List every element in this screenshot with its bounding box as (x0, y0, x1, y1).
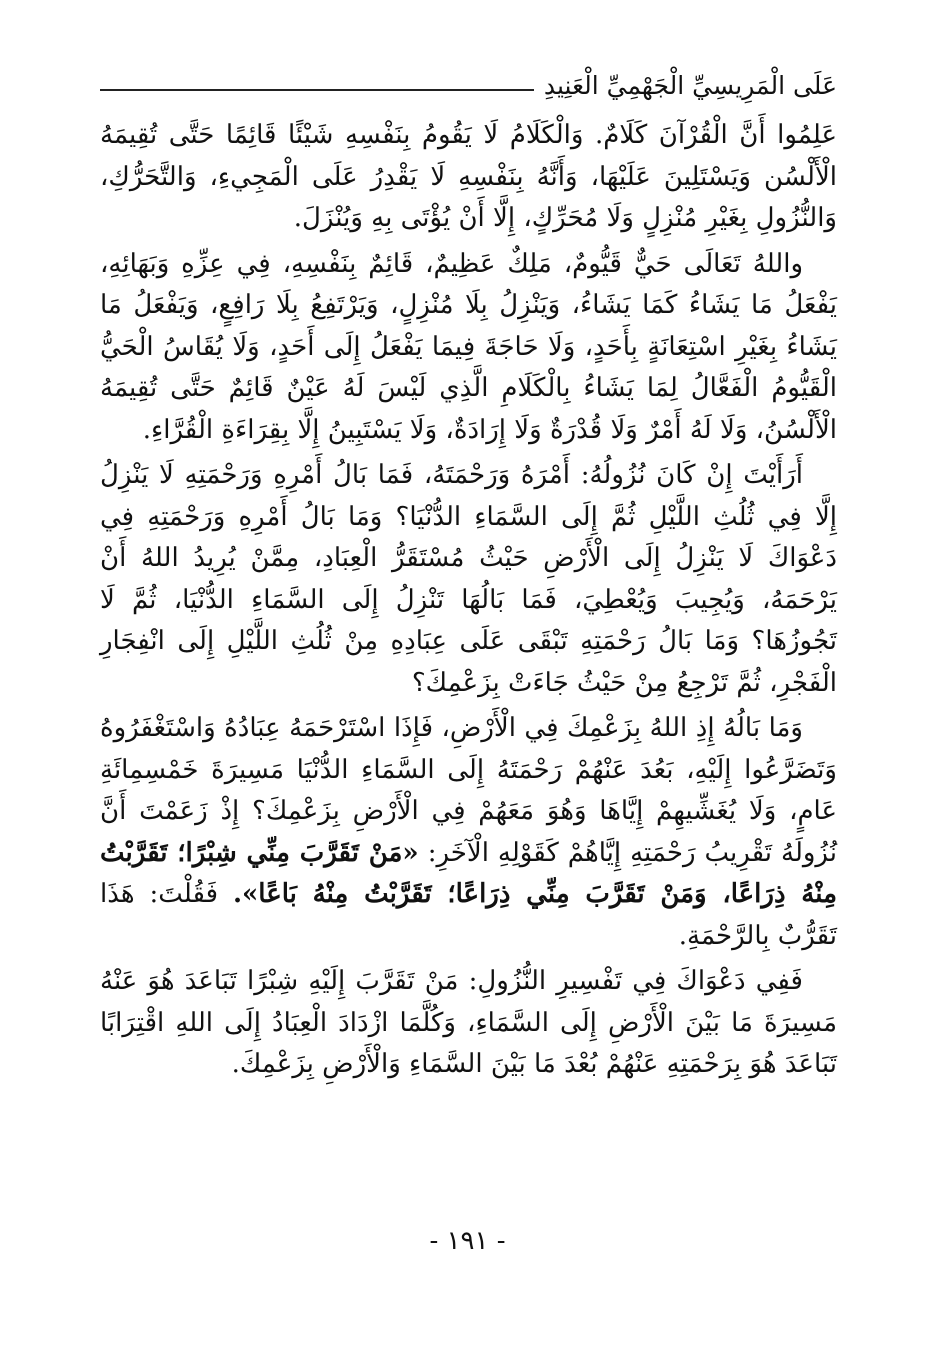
paragraph-4 (100, 708, 837, 957)
paragraph-5: فَفِي دَعْوَاكَ فِي تَفْسِيرِ النُّزُولِ: مَنْ تَقَرَّبَ إِلَيْهِ شِبْرًا تَبَاعَدَ هُوَ عَنْهُ مَسِيرَةَ مَا بَيْنَ الْأَرْضِ إِلَى السَّمَاءِ، وَكُلَّمَا ازْدَادَ الْعِبَادُ إِلَى اللهِ اقْتِرَابًا تَبَاعَدَ هُوَ بِرَحْمَتِهِ عَنْهُمْ بُعْدَ مَا بَيْنَ السَّمَاءِ وَالْأَرْضِ بِزَعْمِكَ. (100, 966, 837, 1079)
paragraph-1: عَلِمُوا أَنَّ الْقُرْآنَ كَلَامٌ. وَالْكَلَامُ لَا يَقُومُ بِنَفْسِهِ شَيْئًا قَائِمًا حَتَّى تُقِيمَهُ الْأَلْسُن وَيَسْتَلِينَ عَلَيْهَا، وَأَنَّهُ بِنَفْسِهِ لَا يَقْدِرُ عَلَى الْمَجِيءِ، وَالتَّحَرُّكِ، وَالنُّزُولِ بِغَيْرِ مُنْزِلٍ وَلَا مُحَرِّكٍ، إِلَّا أَنْ يُؤْتَى بِهِ وَيُنْزَلَ. (100, 120, 837, 233)
header-title: عَلَى الْمَرِيسِيِّ الْجَهْمِيِّ الْعَنِيدِ (543, 71, 837, 100)
hadith-quote: «مَنْ تَقَرَّبَ مِنِّي شِبْرًا؛ تَقَرَّبْتُ مِنْهُ ذِرَاعًا، وَمَنْ تَقَرَّبَ مِنِّي ذِرَاعًا؛ تَقَرَّبْتُ مِنْهُ بَاعًا». (100, 837, 838, 909)
paragraph-3: أَرَأَيْتَ إِنْ كَانَ نُزُولُهُ: أَمْرَهُ وَرَحْمَتَهُ، فَمَا بَالُ أَمْرِهِ وَرَحْمَتِهِ لَا يَنْزِلُ إِلَّا فِي ثُلُثِ اللَّيْلِ ثُمَّ إِلَى السَّمَاءِ الدُّنْيَا؟ وَمَا بَالُ أَمْرِهِ وَرَحْمَتِهِ فِي دَعْوَاكَ لَا يَنْزِلُ إِلَى الْأَرْضِ حَيْثُ مُسْتَقَرُّ الْعِبَادِ، مِمَّنْ يُرِيدُ اللهُ أَنْ يَرْحَمَهُ، وَيُجِيبَ وَيُعْطِيَ، فَمَا بَالُهَا تَنْزِلُ إِلَى السَّمَاءِ الدُّنْيَا، ثُمَّ لَا تَجُوزُهَا؟ وَمَا بَالُ رَحْمَتِهِ تَبْقَى عَلَى عِبَادِهِ مِنْ ثُلُثِ اللَّيْلِ إِلَى انْفِجَارِ الْفَجْرِ، ثُمَّ تَرْجِعُ مِنْ حَيْثُ جَاءَتْ بِزَعْمِكَ؟ (100, 460, 838, 698)
page-number: - ١٩١ - (429, 1226, 506, 1256)
header-rule (100, 89, 534, 91)
paragraph-4-after: فَقُلْتَ: هَذَا تَقَرُّبٌ بِالرَّحْمَةِ. (100, 879, 837, 951)
paragraph-4-text: وَمَا بَالُهُ إِذِ اللهُ بِزَعْمِكَ فِي الْأَرْضِ، فَإِذَا اسْتَرْحَمَهُ عِبَادُهُ وَاسْتَغْفَرُوهُ وَتَضَرَّعُوا إِلَيْهِ، بَعُدَ عَنْهُمْ رَحْمَتَهُ إِلَى السَّمَاءِ الدُّنْيَا مَسِيرَةَ خَمْسِمِائَةِ عَامٍ، وَلَا يُغَشِّيهِمْ إِيَّاهَا وَهُوَ مَعَهُمْ فِي الْأَرْضِ بِزَعْمِكَ؟ إِذْ زَعَمْتَ أَنَّ نُزُولَهُ تَقْرِيبُ رَحْمَتِهِ إِيَّاهُمْ كَقَوْلِهِ الْآخَرِ: (100, 713, 838, 868)
paragraph-2: واللهُ تَعَالَى حَيٌّ قَيُّومٌ، مَلِكٌ عَظِيمٌ، قَائِمٌ بِنَفْسِهِ، فِي عِزِّهِ وَبَهَائِهِ، يَفْعَلُ مَا يَشَاءُ كَمَا يَشَاءُ، وَيَنْزِلُ بِلَا مُنْزِلٍ، وَيَرْتَفِعُ بِلَا رَافِعٍ، وَيَفْعَلُ مَا يَشَاءُ بِغَيْرِ اسْتِعَانَةٍ بِأَحَدٍ، وَلَا حَاجَةَ فِيمَا يَفْعَلُ إِلَى أَحَدٍ، وَلَا يُقَاسُ الْحَيُّ الْقَيُّومُ الْفَعَّالُ لِمَا يَشَاءُ بِالْكَلَامِ الَّذِي لَيْسَ لَهُ عَيْنٌ قَائِمٌ حَتَّى تُقِيمَهُ الْأَلْسُنُ، وَلَا لَهُ أَمْرٌ وَلَا قُدْرَةٌ وَلَا إِرَادَةٌ، وَلَا يَسْتَبِينُ إِلَّا بِقِرَاءَةِ الْقُرَّاءِ. (100, 248, 837, 445)
running-header (100, 66, 837, 106)
main-text (100, 115, 837, 1090)
